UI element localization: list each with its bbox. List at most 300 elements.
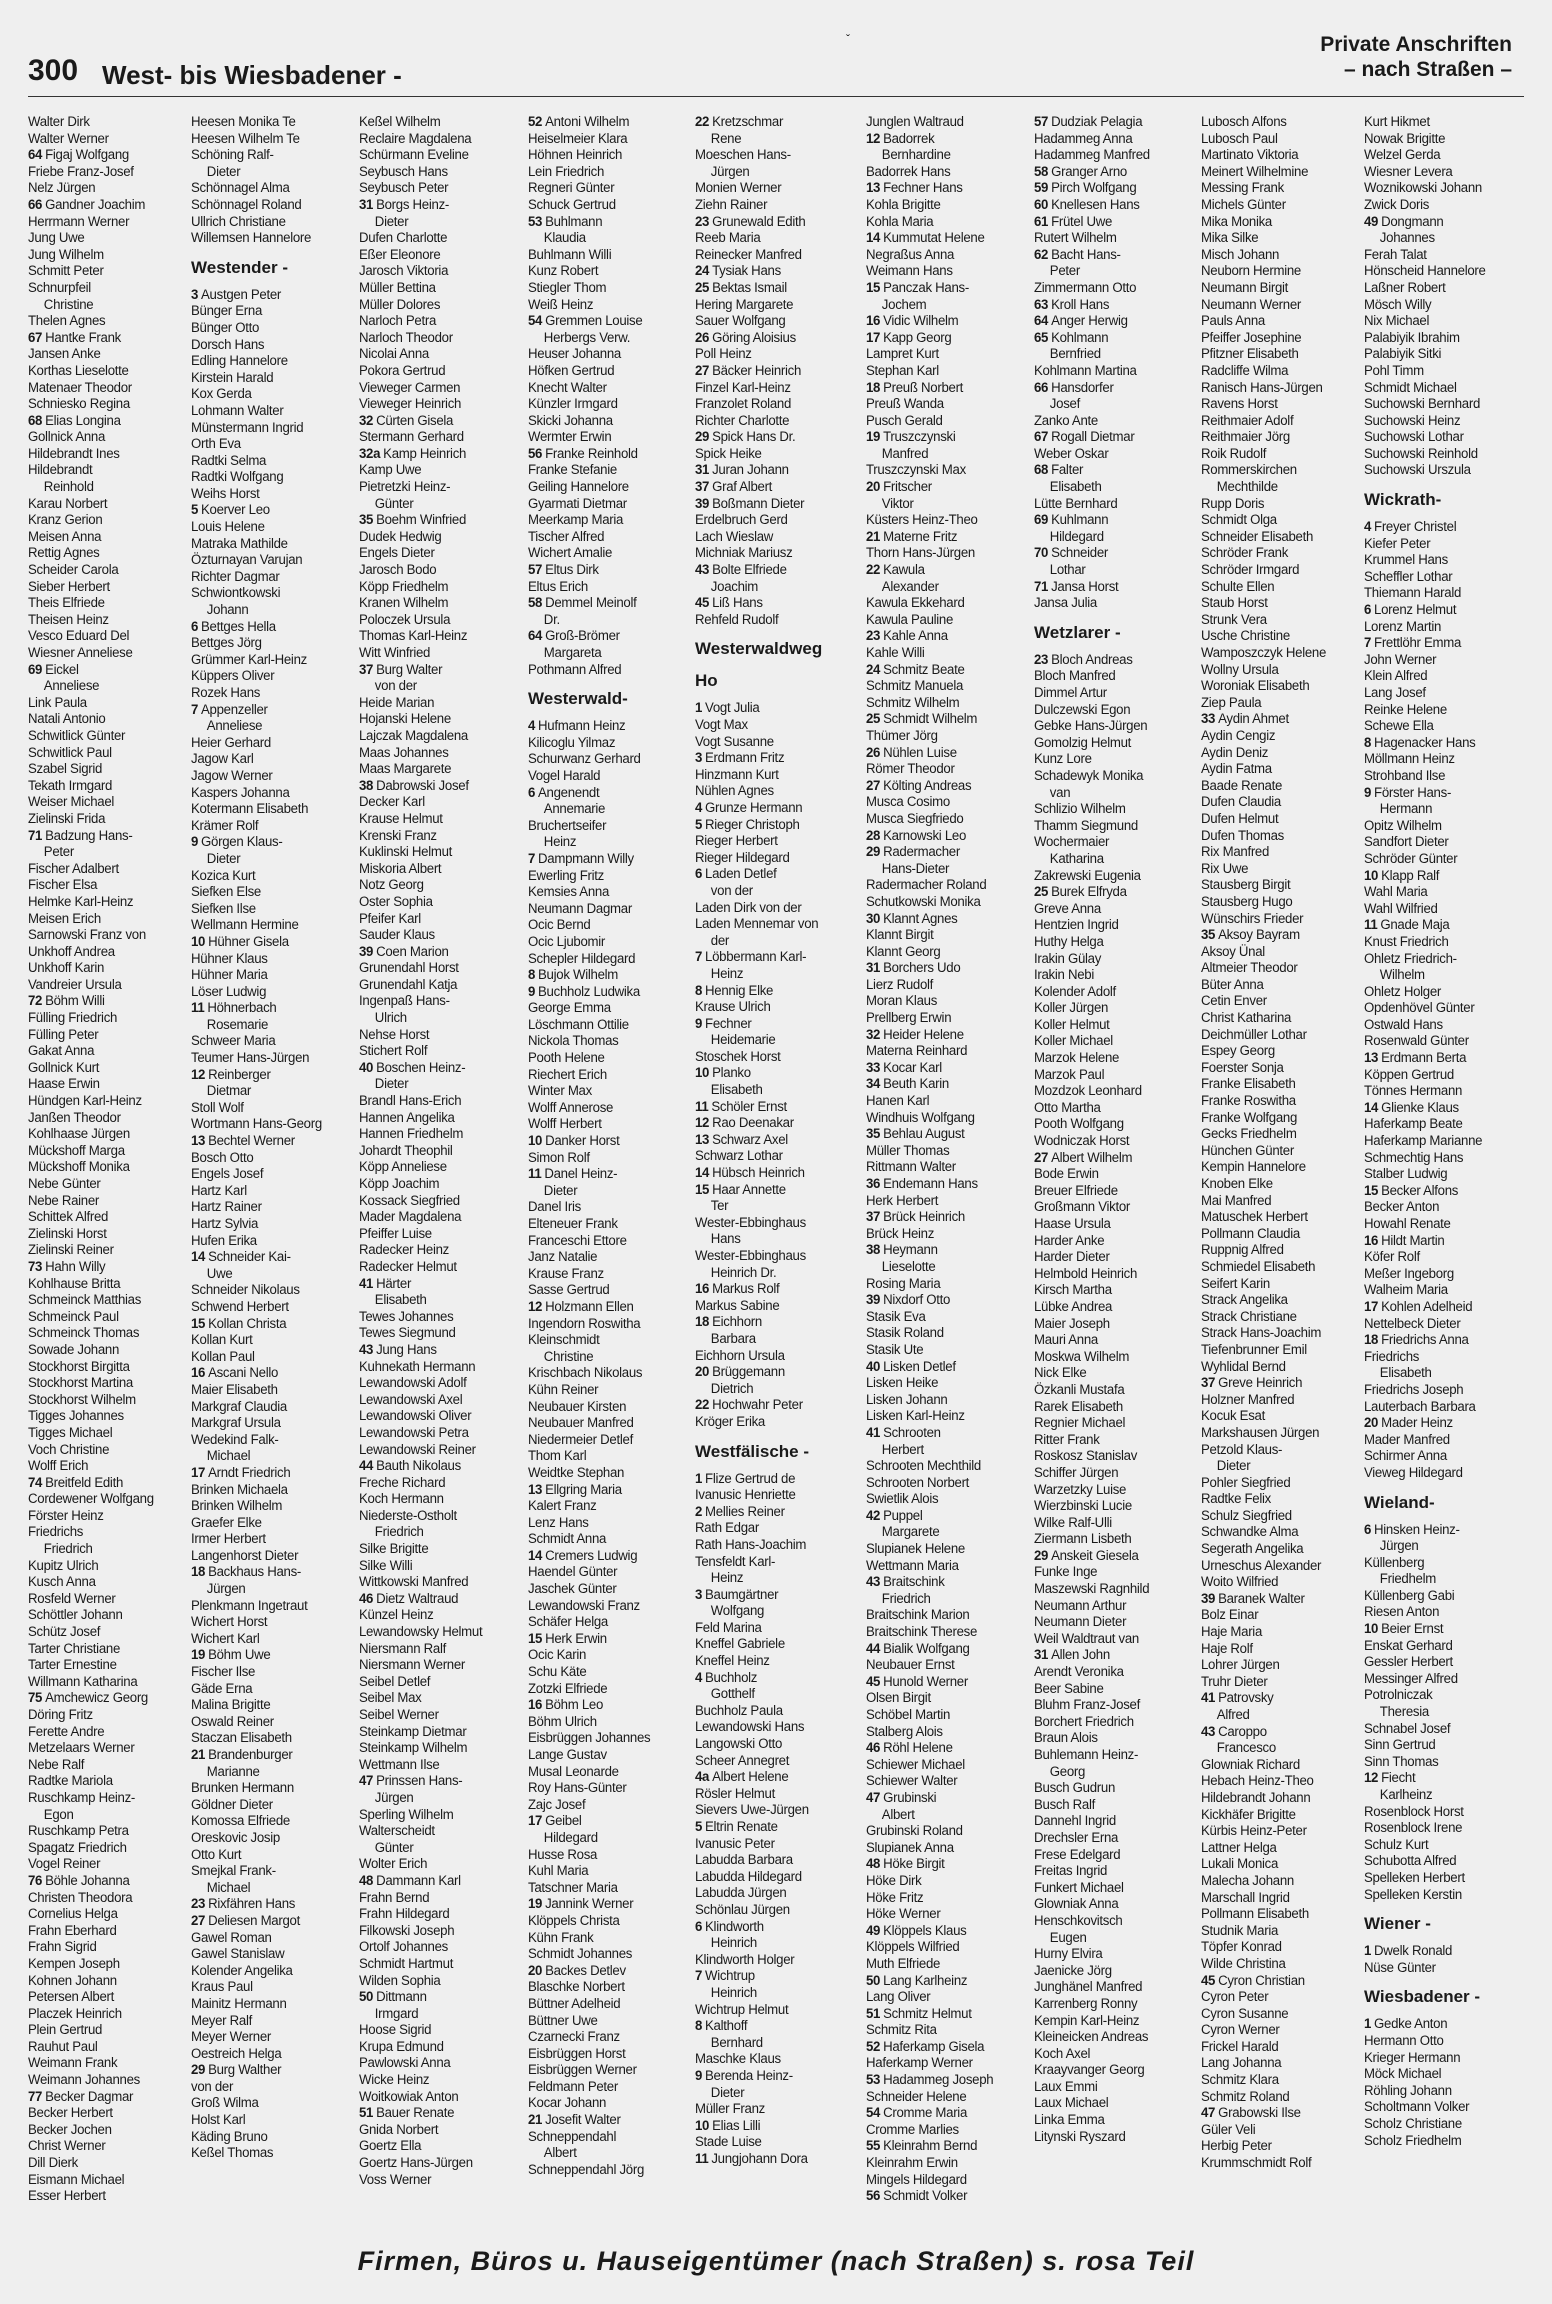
resident-name: Fechner Hans [883,180,963,196]
directory-entry [191,1564,349,1581]
directory-entry: Käding Bruno [191,2128,268,2144]
house-number: 46 [359,1590,374,1606]
resident-name: Gnade Maja [1380,917,1450,933]
resident-name: Klapp Ralf [1381,867,1440,883]
directory-entry: Wester-Ebbinghaus [695,1214,806,1230]
directory-entry: Kickhäfer Brigitte [1201,1806,1296,1822]
directory-entry [695,1065,853,1082]
street-heading: Wieland- [1364,1492,1435,1512]
directory-entry: Kleineicken Andreas [1034,2029,1149,2045]
house-number: 50 [866,1972,881,1988]
directory-entry [359,944,517,961]
directory-entry [191,1249,349,1266]
entry-continuation: Jochem [881,296,927,312]
directory-entry: Kusch Anna [28,1574,96,1590]
directory-entry: Lubosch Alfons [1201,114,1287,129]
house-number: 67 [28,329,43,345]
house-number: 30 [866,910,881,926]
resident-name: Schneider [1051,545,1109,561]
directory-entry: Lierz Rudolf [866,976,934,992]
house-number: 3 [695,1586,703,1602]
directory-entry [359,1458,517,1475]
resident-name: Kawula [883,562,925,578]
directory-column [1201,114,1361,2214]
directory-entry: Schnabel Josef [1364,1720,1451,1736]
directory-entry [866,562,1024,579]
house-number: 58 [1034,163,1049,179]
resident-name: Frettlöhr Emma [1374,635,1462,651]
resident-name: Bauth Nikolaus [376,1458,461,1474]
house-number: 51 [359,2105,374,2121]
entry-continuation: Margareta [543,645,602,660]
directory-entry: Weimann Frank [28,2055,118,2071]
directory-entry [1364,1621,1522,1638]
directory-entry: von der [191,2078,234,2094]
directory-entry: Kohlhause Britta [28,1275,121,1291]
entry-continuation: Hans-Dieter [881,860,950,876]
house-number: 49 [866,1922,881,1938]
directory-entry: Özturnayan Varujan [191,552,303,568]
resident-name: Tysiak Hans [712,263,781,279]
directory-entry: Tensfeldt Karl- [695,1553,776,1569]
directory-entry: Gomolzig Helmut [1034,734,1132,750]
directory-entry: Espey Georg [1201,1043,1275,1059]
directory-entry: Haendel Günter [528,1564,618,1580]
directory-entry: Zielinski Frida [28,810,106,826]
directory-entry: Markgraf Ursula [191,1415,281,1431]
directory-entry: Bolz Einar [1201,1607,1259,1623]
resident-name: Hadammeg Joseph [883,2072,994,2088]
house-number: 15 [528,1630,543,1646]
directory-entry [1364,519,1522,536]
directory-entry [1034,297,1192,314]
directory-entry [28,993,186,1010]
directory-entry: Vogt Max [695,717,748,732]
house-number: 26 [866,744,881,760]
house-number: 10 [695,1065,710,1081]
entry-continuation: Hans [710,1231,741,1247]
directory-entry [866,662,1024,679]
directory-entry: Meinert Wilhelmine [1201,163,1309,179]
entry-continuation: Dieter [543,1182,578,1198]
directory-entry: Zielinski Horst [28,1225,107,1241]
directory-entry: Thomas Karl-Heinz [359,628,468,644]
resident-name: Böhm Uwe [208,1647,271,1663]
resident-name: Markus Rolf [712,1281,780,1297]
resident-name: Glienke Klaus [1381,1099,1459,1115]
house-number: 17 [528,1813,543,1829]
house-number: 4a [695,1769,710,1785]
directory-entry: Matenaer Theodor [28,379,132,395]
directory-entry: Pokora Gertrud [359,362,446,378]
directory-entry: Windhuis Wolfgang [866,1109,975,1125]
house-number: 7 [191,701,199,717]
directory-entry: Kohla Maria [866,213,934,229]
directory-entry: Köppen Gertrud [1364,1066,1455,1082]
directory-entry: Höfken Gertrud [528,362,615,378]
entry-continuation: Herbert [881,1441,924,1457]
directory-entry [695,1099,853,1116]
directory-entry: Meßer Ingeborg [1364,1265,1454,1281]
directory-entry: Roik Rudolf [1201,445,1267,461]
directory-entry: Kempin Hannelore [1201,1159,1306,1175]
directory-entry: Aydin Cengiz [1201,727,1276,743]
entry-continuation: Friedrich [881,1590,931,1606]
directory-entry: Krupa Edmund [359,2038,444,2054]
directory-entry: Frahn Hildegard [359,1906,450,1922]
house-number: 6 [695,866,703,882]
directory-entry: Schwandke Alma [1201,1524,1299,1540]
directory-entry: Lewandowsky Helmut [359,1624,483,1640]
directory-entry: Kunz Robert [528,263,599,279]
directory-entry: Koller Jürgen [1034,1000,1109,1016]
directory-entry: Winter Max [528,1083,592,1099]
directory-entry: Büttner Uwe [528,2012,598,2028]
resident-name: Beuth Karin [883,1076,949,1092]
directory-entry: Tewes Siegmund [359,1325,456,1341]
directory-entry: Kiefer Peter [1364,535,1431,551]
directory-entry: Deichmüller Lothar [1201,1026,1307,1042]
house-number: 23 [191,1896,206,1912]
directory-entry: Pauls Anna [1201,313,1265,329]
directory-entry: Markus Sabine [695,1297,780,1313]
house-number: 53 [866,2072,881,2088]
house-number: 17 [1364,1298,1379,1314]
entry-continuation: der [710,932,730,948]
entry-continuation: Dieter [206,163,241,179]
directory-entry: Haferkamp Werner [866,2055,973,2071]
directory-entry: Möllmann Heinz [1364,751,1455,767]
directory-entry: Cordewener Wolfgang [28,1491,154,1507]
directory-entry: Kozica Kurt [191,867,256,883]
directory-entry: Ruschkamp Heinz- [28,1789,136,1805]
directory-entry: Meyer Ralf [191,2012,253,2028]
resident-name: Grabowski Ilse [1218,2105,1301,2121]
directory-entry [695,1819,853,1836]
directory-entry [528,785,686,802]
directory-entry: Cyron Susanne [1201,2005,1289,2021]
directory-entry: Misch Johann [1201,246,1280,262]
directory-entry: Otto Kurt [191,1846,242,1862]
directory-entry: Fischer Elsa [28,877,98,893]
directory-entry: Hebach Heinz-Theo [1201,1773,1314,1789]
house-number: 8 [695,2018,703,2034]
directory-entry: Heesen Monika Te [191,114,296,129]
directory-entry: Wichtrup Helmut [695,2001,789,2017]
directory-entry: Hannen Angelika [359,1109,455,1125]
directory-entry [359,446,517,463]
house-number: 16 [866,313,881,329]
directory-entry: Oreskovic Josip [191,1829,280,1845]
house-number: 8 [695,982,703,998]
directory-entry: Wedekind Falk- [191,1431,279,1447]
directory-entry: Schwitlick Günter [28,727,126,743]
house-number: 45 [1201,1972,1216,1988]
house-number: 11 [695,1098,709,1114]
directory-entry [866,2105,1024,2122]
directory-entry: Schiffer Jürgen [1034,1464,1119,1480]
directory-entry [359,1773,517,1790]
directory-entry: Sarnowski Franz von [28,927,146,943]
directory-entry: Weihs Horst [191,485,260,501]
directory-entry: Rupp Doris [1201,495,1265,511]
directory-entry: Ortolf Johannes [359,1939,448,1955]
directory-entry: Teumer Hans-Jürgen [191,1050,310,1066]
directory-entry: Mingels Hildegard [866,2171,967,2187]
house-number: 69 [28,661,43,677]
directory-entry: Bünger Otto [191,319,260,335]
directory-entry: Stalber Ludwig [1364,1166,1448,1182]
directory-entry: Kuhl Maria [528,1863,589,1879]
directory-entry: Kneffel Gabriele [695,1636,785,1652]
directory-entry: Radtki Selma [191,452,267,468]
house-number: 70 [1034,545,1049,561]
directory-entry: Schmidt Hartmut [359,1955,454,1971]
directory-entry: Scholtmann Volker [1364,2099,1470,2115]
directory-entry: Plenkmann Ingetraut [191,1597,308,1613]
house-number: 64 [528,628,543,644]
directory-entry [28,1259,186,1276]
directory-entry: Staub Horst [1201,595,1268,611]
directory-entry: Smejkal Frank- [191,1863,276,1879]
directory-entry: Rosenblock Irene [1364,1820,1463,1836]
directory-entry: Kuklinski Helmut [359,844,453,860]
directory-entry: Kaspers Johanna [191,784,290,800]
directory-entry: Lorenz Martin [1364,618,1442,634]
directory-entry: Stockhorst Wilhelm [28,1391,136,1407]
street-heading: Westfälische - [695,1441,810,1461]
directory-entry: Braun Alois [1034,1730,1098,1746]
directory-entry: Scholz Christiane [1364,2115,1462,2131]
directory-entry: Willemsen Hannelore [191,230,312,246]
directory-entry: Orth Eva [191,436,241,452]
directory-entry: Kranen Wilhelm [359,595,449,611]
directory-entry: Rauhut Paul [28,2038,98,2054]
directory-entry: Brinken Wilhelm [191,1498,283,1514]
directory-entry: Schlizio Wilhelm [1034,801,1126,817]
resident-name: Hübsch Heinrich [712,1165,805,1181]
resident-name: Geibel [545,1813,582,1829]
directory-entry: Spagatz Friedrich [28,1839,127,1855]
house-number: 46 [866,1740,881,1756]
entry-continuation: Georg [1049,1763,1086,1779]
directory-entry: Vandreier Ursula [28,976,122,992]
directory-entry: Thelen Agnes [28,313,106,329]
house-number: 31 [866,960,881,976]
directory-entry: Schewe Ella [1364,718,1434,734]
directory-entry: Ohletz Friedrich- [1364,950,1457,966]
directory-entry: Haje Maria [1201,1624,1263,1640]
directory-entry: Litynski Ryszard [1034,2128,1126,2144]
resident-name: Groß-Brömer [545,628,620,644]
directory-entry: Meerkamp Maria [528,512,624,528]
directory-entry: Müller Franz [695,2101,765,2117]
directory-entry: Wiesner Anneliese [28,645,133,660]
directory-entry [695,280,853,297]
directory-entry: Rieger Herbert [695,833,778,849]
directory-entry [191,287,349,304]
directory-entry: Seybusch Peter [359,180,449,196]
resident-name: Borgs Heinz- [376,196,450,212]
resident-name: Bauer Renate [376,2105,455,2121]
house-number: 25 [866,711,881,727]
entry-continuation: Annemarie [543,801,606,817]
directory-entry: Köpp Friedhelm [359,578,449,594]
directory-entry: Riechert Erich [528,1066,607,1082]
directory-entry: Edling Hannelore [191,353,288,369]
directory-entry: Nühlen Agnes [695,783,774,799]
directory-entry [1364,1522,1522,1539]
directory-entry: Steinkamp Dietmar [359,1723,467,1739]
directory-entry: Schneppendahl [528,2128,617,2144]
directory-entry: Sauer Wolfgang [695,313,786,329]
directory-entry: Krenski Franz [359,827,437,843]
directory-entry: Schittek Alfred [28,1209,109,1225]
directory-entry: Dulczewski Egon [1034,701,1131,717]
house-number: 20 [1364,1415,1379,1431]
house-number: 9 [695,2067,703,2083]
directory-entry [1034,247,1192,264]
directory-entry: Woitkowiak Anton [359,2088,459,2104]
directory-entry: Petersen Albert [28,1989,115,2005]
house-number: 27 [866,777,881,793]
directory-entry: Thamm Siegmund [1034,817,1138,833]
directory-entry: Pfeifer Karl [359,910,421,926]
resident-name: Höke Birgit [883,1856,945,1872]
directory-entry: Wettmann Maria [866,1557,959,1573]
directory-entry: Friebe Franz-Josef [28,163,134,179]
house-number: 19 [866,429,881,445]
directory-entry: Glowniak Anna [1034,1896,1119,1912]
directory-entry: Wellmann Hermine [191,917,299,933]
directory-entry: Höke Fritz [866,1889,924,1905]
directory-entry: Löschmann Ottilie [528,1016,629,1032]
directory-entry: Jarosch Bodo [359,562,437,578]
directory-entry: Schönnagel Alma [191,180,290,196]
directory-entry: Neumann Arthur [1034,1597,1127,1613]
directory-entry: Nelz Jürgen [28,180,96,196]
resident-name: Beier Ernst [1381,1621,1444,1637]
directory-entry: Richter Charlotte [695,412,790,428]
directory-entry: Klannt Georg [866,943,941,959]
directory-entry: Eichhorn Ursula [695,1347,785,1363]
directory-entry: Irmer Herbert [191,1531,266,1547]
house-number: 57 [1034,114,1049,129]
house-number: 34 [866,1076,881,1092]
house-number: 19 [191,1647,206,1663]
house-number: 31 [359,196,374,212]
resident-name: Brüggemann [712,1364,785,1380]
directory-entry [866,1176,1024,1193]
entry-continuation: Dieter [1216,1458,1251,1474]
resident-name: Dudziak Pelagia [1051,114,1143,129]
resident-name: Juran Johann [712,462,789,478]
directory-entry: Pfeiffer Luise [359,1225,432,1241]
directory-entry: Stoll Wolf [191,1099,244,1115]
house-number: 71 [1034,578,1049,594]
directory-entry: Miskoria Albert [359,860,442,876]
directory-entry: Borchert Friedrich [1034,1713,1134,1729]
directory-entry: Gessler Herbert [1364,1654,1453,1670]
house-number: 16 [191,1365,206,1381]
resident-name: Hagenacker Hans [1374,734,1476,750]
directory-entry: Schiewer Michael [866,1756,965,1772]
directory-entry: Lach Wieslaw [695,528,774,544]
directory-entry: Dannehl Ingrid [1034,1813,1116,1829]
directory-entry [528,1166,686,1183]
directory-entry: Lubosch Paul [1201,130,1278,146]
entry-continuation: Friedrich [43,1541,93,1557]
directory-entry: Stasik Roland [866,1325,944,1341]
directory-entry: Notz Georg [359,877,424,893]
directory-entry: Radcliffe Wilma [1201,362,1289,378]
directory-entry: Meisen Anna [28,528,102,544]
resident-name: Appenzeller [201,701,268,717]
directory-entry: Lattner Helga [1201,1839,1277,1855]
directory-entry: Künzler Irmgard [528,396,618,412]
directory-entry: Woznikowski Johann [1364,180,1482,196]
directory-entry: Schneppendahl Jörg [528,2161,645,2177]
house-number: 12 [191,1066,206,1082]
footer-note: Firmen, Büros u. Hauseigentümer (nach Straßen) s. rosa Teil [357,2246,1195,2276]
resident-name: Kohlen Adelheid [1381,1298,1473,1314]
directory-entry: Tigges Michael [28,1424,113,1440]
directory-entry [695,496,853,513]
directory-entry: Gecks Friedhelm [1201,1126,1297,1142]
resident-name: Franke Reinhold [545,445,638,461]
directory-entry: Grunendahl Horst [359,960,459,976]
resident-name: Kocar Karl [883,1059,942,1075]
house-number: 26 [695,329,710,345]
directory-entry: Kühn Frank [528,1929,594,1945]
resident-name: Boehm Winfried [376,512,467,528]
house-number: 15 [695,1181,710,1197]
directory-entry: Hildebrandt Johann [1201,1789,1311,1805]
directory-entry [1034,652,1192,669]
directory-entry: Zakrewski Eugenia [1034,867,1141,883]
directory-entry: Wochermaier [1034,834,1110,850]
directory-entry: Neumann Dagmar [528,900,632,916]
entry-continuation: Albert [543,2145,577,2161]
directory-entry: Kolender Adolf [1034,983,1116,999]
directory-entry: Neumann Werner [1201,296,1302,312]
house-number: 75 [28,1690,43,1706]
directory-entry: Strack Christiane [1201,1308,1297,1324]
house-number: 24 [695,263,710,279]
directory-entry: Özkanli Mustafa [1034,1381,1125,1397]
entry-continuation: Klaudia [543,230,586,246]
directory-entry: Laßner Robert [1364,279,1446,295]
directory-entry [695,1769,853,1786]
entry-continuation: Elisabeth [1049,479,1102,495]
directory-entry: Wichert Amalie [528,545,613,561]
directory-entry: Lang Josef [1364,685,1426,700]
directory-entry [191,834,349,851]
house-number: 8 [528,967,536,983]
house-number: 56 [528,445,543,461]
directory-entry [528,967,686,984]
house-number: 74 [28,1474,43,1490]
directory-entry: Wichert Horst [191,1614,268,1630]
directory-entry: Mösch Willy [1364,296,1432,312]
directory-entry: Gollnick Kurt [28,1059,100,1075]
directory-entry: Schweer Maria [191,1033,276,1049]
directory-entry [695,1471,853,1488]
directory-entry: Freche Richard [359,1474,446,1490]
directory-entry: Decker Karl [359,794,425,810]
house-number: 6 [191,618,199,634]
directory-entry [1364,1100,1522,1117]
